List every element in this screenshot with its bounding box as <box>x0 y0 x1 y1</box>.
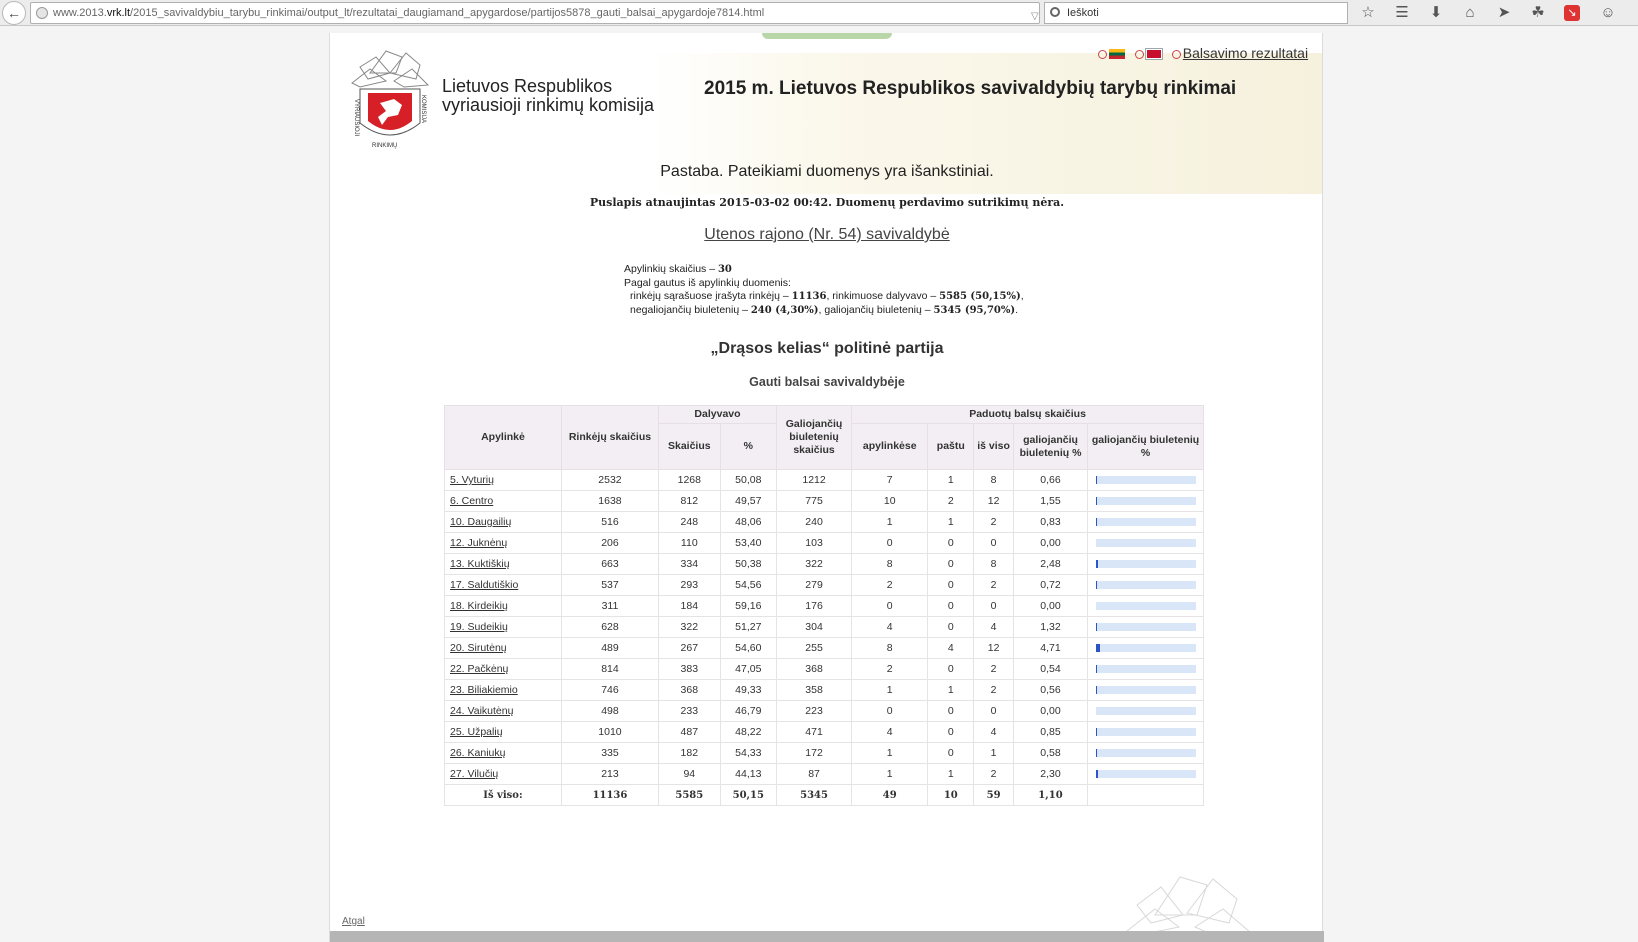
count-cell: 293 <box>659 575 721 596</box>
preliminary-note: Pastaba. Pateikiami duomenys yra išankstiniai. <box>660 163 994 180</box>
pct-cell: 44,13 <box>720 764 776 785</box>
pct-cell: 54,56 <box>720 575 776 596</box>
valid-cell: 1212 <box>776 470 851 491</box>
ward-link[interactable]: 25. Užpalių <box>450 726 503 738</box>
percent-bar <box>1096 686 1196 694</box>
bar-cell <box>1088 596 1204 617</box>
percent-bar-fill <box>1096 581 1097 589</box>
mail-cell: 0 <box>928 701 974 722</box>
footer-bar <box>330 931 1324 942</box>
table-row <box>445 701 1204 722</box>
total-cell: 0 <box>974 533 1014 554</box>
total-count-cell: 5585 <box>659 785 721 806</box>
in-wards-cell: 0 <box>852 701 928 722</box>
total-cell: 8 <box>974 470 1014 491</box>
valid-pct-cell: 0,56 <box>1013 680 1087 701</box>
pct-cell: 48,22 <box>720 722 776 743</box>
bar-cell <box>1088 764 1204 785</box>
bar-cell <box>1088 743 1204 764</box>
ward-link[interactable]: 5. Vyturių <box>450 474 494 486</box>
mail-cell: 0 <box>928 743 974 764</box>
bar-cell <box>1088 470 1204 491</box>
table-row <box>445 575 1204 596</box>
valid-cell: 471 <box>776 722 851 743</box>
party-name: „Drąsos kelias“ politinė partija <box>710 340 944 357</box>
pct-cell: 50,08 <box>720 470 776 491</box>
total-cell: 2 <box>974 680 1014 701</box>
pct-cell: 54,60 <box>720 638 776 659</box>
valid-pct-cell: 2,48 <box>1013 554 1087 575</box>
valid-pct-cell: 0,54 <box>1013 659 1087 680</box>
browser-toolbar <box>0 0 1638 26</box>
ward-link[interactable]: 27. Vilučių <box>450 768 499 780</box>
ward-link[interactable]: 18. Kirdeikių <box>450 600 508 612</box>
bookmark-star-icon[interactable]: ☆ <box>1361 4 1375 21</box>
svg-text:RINKIMŲ: RINKIMŲ <box>372 143 398 149</box>
valid-cell: 176 <box>776 596 851 617</box>
pct-cell: 49,57 <box>720 491 776 512</box>
table-row <box>445 638 1204 659</box>
table-row <box>445 512 1204 533</box>
page-container <box>329 33 1323 942</box>
ward-cell <box>445 470 562 491</box>
header-valid-pct-bar: galiojančių biuletenių % <box>1088 424 1204 470</box>
ward-link[interactable]: 19. Sudeikių <box>450 621 508 633</box>
in-wards-cell: 7 <box>852 470 928 491</box>
mail-cell: 4 <box>928 638 974 659</box>
language-bar <box>1098 45 1320 61</box>
ward-cell <box>445 596 562 617</box>
mail-cell: 0 <box>928 596 974 617</box>
voters-cell: 1010 <box>561 722 658 743</box>
table-row <box>445 533 1204 554</box>
valid-pct-cell: 1,55 <box>1013 491 1087 512</box>
voters-cell: 498 <box>561 701 658 722</box>
voters-cell: 746 <box>561 680 658 701</box>
ward-cell <box>445 659 562 680</box>
voters-cell: 628 <box>561 617 658 638</box>
voters-cell: 663 <box>561 554 658 575</box>
total-voters-cell: 11136 <box>561 785 658 806</box>
count-cell: 267 <box>659 638 721 659</box>
pct-cell: 46,79 <box>720 701 776 722</box>
ward-link[interactable]: 24. Vaikutėnų <box>450 705 514 717</box>
voters-cell: 311 <box>561 596 658 617</box>
count-cell: 233 <box>659 701 721 722</box>
bar-cell <box>1088 701 1204 722</box>
ward-cell <box>445 575 562 596</box>
percent-bar <box>1096 518 1196 526</box>
total-cell: 4 <box>974 722 1014 743</box>
valid-cell: 304 <box>776 617 851 638</box>
percent-bar <box>1096 476 1196 484</box>
valid-cell: 322 <box>776 554 851 575</box>
percent-bar-fill <box>1096 497 1098 505</box>
ward-link[interactable]: 13. Kuktiškių <box>450 558 510 570</box>
mail-cell: 0 <box>928 659 974 680</box>
total-cell: 0 <box>974 701 1014 722</box>
download-icon[interactable]: ⬇ <box>1429 4 1443 21</box>
in-wards-cell: 4 <box>852 722 928 743</box>
search-icon <box>1050 7 1060 17</box>
mail-cell: 1 <box>928 470 974 491</box>
percent-bar-fill <box>1096 644 1101 652</box>
percent-bar <box>1096 560 1196 568</box>
ward-link[interactable]: 22. Pačkėnų <box>450 663 509 675</box>
bar-cell <box>1088 512 1204 533</box>
in-wards-cell: 10 <box>852 491 928 512</box>
radio-icon <box>1172 50 1181 59</box>
bar-cell <box>1088 575 1204 596</box>
site-title: 2015 m. Lietuvos Respublikos savivaldybių tarybų rinkimai <box>704 78 1237 99</box>
english-flag-icon[interactable] <box>1146 49 1162 59</box>
ward-cell <box>445 554 562 575</box>
total-valid-pct-cell: 1,10 <box>1013 785 1087 806</box>
voters-cell: 2532 <box>561 470 658 491</box>
header-count: Skaičius <box>659 424 721 470</box>
org-name-line2: vyriausioji rinkimų komisija <box>442 95 655 115</box>
pct-cell: 53,40 <box>720 533 776 554</box>
count-cell: 812 <box>659 491 721 512</box>
total-cell: 4 <box>974 617 1014 638</box>
count-cell: 184 <box>659 596 721 617</box>
url-prefix: www.2013. <box>53 7 107 19</box>
in-wards-cell: 8 <box>852 638 928 659</box>
percent-bar <box>1096 749 1196 757</box>
count-cell: 334 <box>659 554 721 575</box>
registered-line: rinkėjų sąrašuose įrašyta rinkėjų – 11136, rinkimuose dalyvavo – 5585 (50,15%), <box>630 290 1024 302</box>
valid-pct-cell: 0,58 <box>1013 743 1087 764</box>
valid-cell: 775 <box>776 491 851 512</box>
table-row <box>445 596 1204 617</box>
valid-cell: 103 <box>776 533 851 554</box>
bar-cell <box>1088 491 1204 512</box>
ward-link[interactable]: 23. Biliakiemio <box>450 684 518 696</box>
ward-link[interactable]: 17. Saldutiškio <box>450 579 519 591</box>
in-wards-cell: 0 <box>852 596 928 617</box>
ward-cell <box>445 638 562 659</box>
percent-bar <box>1096 602 1196 610</box>
in-wards-cell: 2 <box>852 659 928 680</box>
pct-cell: 51,27 <box>720 617 776 638</box>
send-icon[interactable]: ➤ <box>1497 4 1511 21</box>
vrk-logo <box>350 43 430 153</box>
total-label: Iš viso: <box>445 785 562 806</box>
total-mail-cell: 10 <box>928 785 974 806</box>
table-row <box>445 617 1204 638</box>
header-ward: Apylinkė <box>445 406 562 470</box>
ward-cell <box>445 680 562 701</box>
top-tab <box>762 33 892 39</box>
total-cell: 2 <box>974 575 1014 596</box>
voters-cell: 537 <box>561 575 658 596</box>
url-path: /2015_savivaldybiu_tarybu_rinkimai/output_lt/rezultatai_daugiamand_apygardose/partijos5878_gauti_balsai_apygardoje7814.html <box>130 7 765 19</box>
valid-pct-cell: 0,00 <box>1013 533 1087 554</box>
in-wards-cell: 1 <box>852 512 928 533</box>
count-cell: 110 <box>659 533 721 554</box>
ward-link[interactable]: 26. Kaniukų <box>450 747 506 759</box>
percent-bar <box>1096 728 1196 736</box>
valid-pct-cell: 0,83 <box>1013 512 1087 533</box>
percent-bar <box>1096 539 1196 547</box>
in-wards-cell: 2 <box>852 575 928 596</box>
table-body <box>445 470 1204 806</box>
header-in-wards: apylinkėse <box>852 424 928 470</box>
percent-bar <box>1096 497 1196 505</box>
table-row <box>445 491 1204 512</box>
watermark-logo <box>1125 865 1255 935</box>
in-wards-cell: 1 <box>852 764 928 785</box>
back-link[interactable]: Atgal <box>342 916 365 927</box>
share-icon[interactable]: ☘ <box>1531 4 1545 21</box>
valid-pct-cell: 4,71 <box>1013 638 1087 659</box>
table-row <box>445 680 1204 701</box>
ward-cell <box>445 533 562 554</box>
municipality-title[interactable]: Utenos rajono (Nr. 54) savivaldybė <box>704 226 950 243</box>
in-wards-cell: 8 <box>852 554 928 575</box>
ward-cell <box>445 617 562 638</box>
results-link[interactable]: Balsavimo rezultatai <box>1182 45 1309 61</box>
voters-cell: 489 <box>561 638 658 659</box>
total-cell: 12 <box>974 491 1014 512</box>
in-wards-cell: 0 <box>852 533 928 554</box>
percent-bar <box>1096 770 1196 778</box>
mail-cell: 0 <box>928 722 974 743</box>
percent-bar-fill <box>1096 623 1097 631</box>
header-valid-ballots: Galiojančių biuletenių skaičius <box>776 406 851 470</box>
percent-bar-fill <box>1096 665 1097 673</box>
url-bar[interactable] <box>30 2 1040 24</box>
valid-cell: 223 <box>776 701 851 722</box>
mail-cell: 1 <box>928 680 974 701</box>
mail-cell: 0 <box>928 554 974 575</box>
home-icon[interactable]: ⌂ <box>1465 4 1475 21</box>
total-cell: 2 <box>974 512 1014 533</box>
percent-bar-fill <box>1096 728 1097 736</box>
valid-cell: 368 <box>776 659 851 680</box>
count-cell: 94 <box>659 764 721 785</box>
valid-pct-cell: 1,32 <box>1013 617 1087 638</box>
mail-cell: 1 <box>928 512 974 533</box>
count-cell: 487 <box>659 722 721 743</box>
mail-cell: 0 <box>928 533 974 554</box>
ward-cell <box>445 722 562 743</box>
bar-cell <box>1088 554 1204 575</box>
wards-count-line: Apylinkių skaičius – 30 <box>624 263 732 275</box>
mail-cell: 0 <box>928 617 974 638</box>
chat-icon[interactable]: ☺ <box>1600 4 1616 21</box>
count-cell: 322 <box>659 617 721 638</box>
ballots-line: negaliojančių biuletenių – 240 (4,30%), galiojančių biuletenių – 5345 (95,70%). <box>630 303 1019 316</box>
percent-bar <box>1096 644 1196 652</box>
total-cell: 2 <box>974 764 1014 785</box>
ward-cell <box>445 743 562 764</box>
total-cell: 0 <box>974 596 1014 617</box>
addon-icon[interactable]: ↘ <box>1564 5 1580 21</box>
total-pct-cell: 50,15 <box>720 785 776 806</box>
bar-cell <box>1088 680 1204 701</box>
results-table <box>444 405 1204 806</box>
valid-cell: 87 <box>776 764 851 785</box>
valid-pct-cell: 2,30 <box>1013 764 1087 785</box>
ward-link[interactable]: 12. Juknėnų <box>450 537 508 549</box>
valid-pct-cell: 0,66 <box>1013 470 1087 491</box>
ward-cell <box>445 701 562 722</box>
total-in-wards-cell: 49 <box>852 785 928 806</box>
table-row <box>445 554 1204 575</box>
org-name <box>442 77 654 115</box>
count-cell: 1268 <box>659 470 721 491</box>
voters-cell: 516 <box>561 512 658 533</box>
mail-cell: 1 <box>928 764 974 785</box>
total-total-cell: 59 <box>974 785 1014 806</box>
header-pct: % <box>720 424 776 470</box>
percent-bar <box>1096 581 1196 589</box>
percent-bar <box>1096 623 1196 631</box>
ward-cell <box>445 491 562 512</box>
voters-cell: 335 <box>561 743 658 764</box>
pct-cell: 50,38 <box>720 554 776 575</box>
percent-bar-fill <box>1096 560 1098 568</box>
count-cell: 248 <box>659 512 721 533</box>
globe-icon <box>36 7 48 19</box>
updated-timestamp: Puslapis atnaujintas 2015-03-02 00:42. Duomenų perdavimo sutrikimų nėra. <box>589 196 1065 209</box>
valid-pct-cell: 0,85 <box>1013 722 1087 743</box>
table-subheading: Gauti balsai savivaldybėje <box>749 375 905 389</box>
total-cell: 2 <box>974 659 1014 680</box>
table-row <box>445 722 1204 743</box>
percent-bar <box>1096 707 1196 715</box>
percent-bar-fill <box>1096 518 1097 526</box>
valid-cell: 240 <box>776 512 851 533</box>
header-voters: Rinkėjų skaičius <box>561 406 658 470</box>
mail-cell: 0 <box>928 575 974 596</box>
svg-text:KOMISIJA: KOMISIJA <box>420 95 426 124</box>
voters-cell: 213 <box>561 764 658 785</box>
search-input[interactable] <box>1044 2 1348 24</box>
total-cell: 1 <box>974 743 1014 764</box>
table-row <box>445 743 1204 764</box>
pct-cell: 48,06 <box>720 512 776 533</box>
in-wards-cell: 1 <box>852 680 928 701</box>
back-arrow-icon[interactable]: ← <box>2 1 26 25</box>
in-wards-cell: 1 <box>852 743 928 764</box>
pct-cell: 59,16 <box>720 596 776 617</box>
valid-cell: 358 <box>776 680 851 701</box>
total-bar-cell <box>1088 785 1204 806</box>
bar-cell <box>1088 617 1204 638</box>
svg-text:VYRIAUSIOJI: VYRIAUSIOJI <box>353 99 359 137</box>
table-row <box>445 659 1204 680</box>
percent-bar-fill <box>1096 770 1098 778</box>
pct-cell: 54,33 <box>720 743 776 764</box>
from-wards-line: Pagal gautus iš apylinkių duomenis: <box>624 276 791 289</box>
percent-bar-fill <box>1096 686 1097 694</box>
valid-pct-cell: 0,72 <box>1013 575 1087 596</box>
dropdown-icon[interactable]: ▽ <box>1031 11 1039 22</box>
ward-cell <box>445 764 562 785</box>
lithuanian-flag-icon[interactable] <box>1109 49 1125 59</box>
header-by-mail: paštu <box>928 424 974 470</box>
count-cell: 383 <box>659 659 721 680</box>
voters-cell: 814 <box>561 659 658 680</box>
statistics-block <box>624 263 1024 317</box>
header-participated: Dalyvavo <box>659 406 777 424</box>
radio-icon <box>1098 50 1107 59</box>
in-wards-cell: 4 <box>852 617 928 638</box>
bar-cell <box>1088 722 1204 743</box>
org-name-line1: Lietuvos Respublikos <box>442 76 613 96</box>
table-row <box>445 470 1204 491</box>
count-cell: 182 <box>659 743 721 764</box>
ward-link[interactable]: 20. Sirutėnų <box>450 642 507 654</box>
radio-icon <box>1135 50 1144 59</box>
bar-cell <box>1088 638 1204 659</box>
bar-cell <box>1088 659 1204 680</box>
total-cell: 8 <box>974 554 1014 575</box>
voters-cell: 206 <box>561 533 658 554</box>
ward-link[interactable]: 10. Daugailių <box>450 516 512 528</box>
mail-cell: 2 <box>928 491 974 512</box>
percent-bar-fill <box>1096 749 1097 757</box>
total-cell: 12 <box>974 638 1014 659</box>
header-valid-pct: galiojančių biuletenių % <box>1013 424 1087 470</box>
total-row <box>445 785 1204 806</box>
count-cell: 368 <box>659 680 721 701</box>
pct-cell: 49,33 <box>720 680 776 701</box>
reading-list-icon[interactable]: ☰ <box>1395 4 1409 21</box>
voters-cell: 1638 <box>561 491 658 512</box>
percent-bar <box>1096 665 1196 673</box>
header-votes-cast: Paduotų balsų skaičius <box>852 406 1204 424</box>
bar-cell <box>1088 533 1204 554</box>
ward-cell <box>445 512 562 533</box>
valid-pct-cell: 0,00 <box>1013 701 1087 722</box>
valid-cell: 172 <box>776 743 851 764</box>
percent-bar-fill <box>1096 476 1097 484</box>
pct-cell: 47,05 <box>720 659 776 680</box>
total-valid-cell: 5345 <box>776 785 851 806</box>
valid-pct-cell: 0,00 <box>1013 596 1087 617</box>
valid-cell: 255 <box>776 638 851 659</box>
url-host: vrk.lt <box>106 7 131 19</box>
valid-cell: 279 <box>776 575 851 596</box>
table-row <box>445 764 1204 785</box>
ward-link[interactable]: 6. Centro <box>450 495 494 507</box>
search-placeholder: Ieškoti <box>1067 7 1099 19</box>
header-total: iš viso <box>974 424 1014 470</box>
